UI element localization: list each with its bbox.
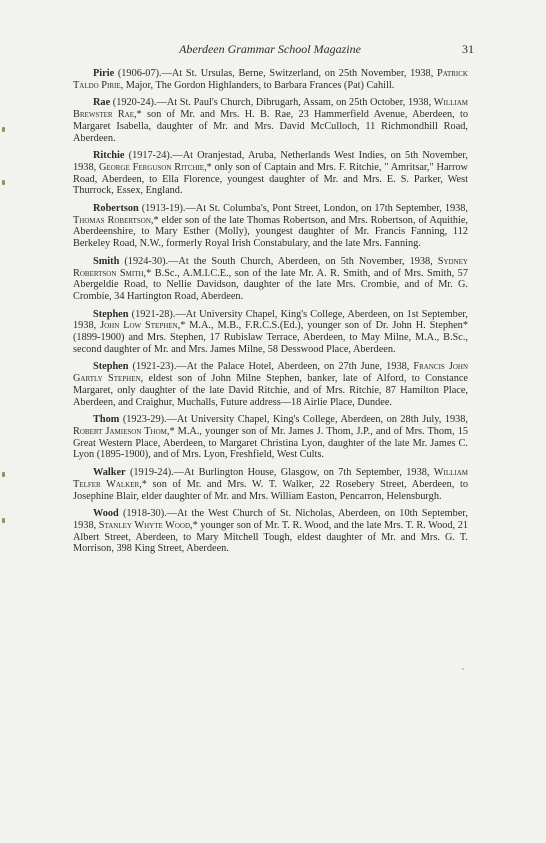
entry-text: (1924-30).—At the South Church, Aberdeen, on 5th November, 1938, — [119, 255, 438, 267]
entry-surname: Smith — [93, 255, 120, 267]
entry-text: (1917-24).—At Oranjestad, Aruba, Netherlands West Indies, on 5th November, 1938, — [73, 150, 468, 173]
entry-surname: Thom — [93, 414, 120, 426]
announcement-entry — [73, 361, 468, 408]
entry-text: ,* M.A., younger son of Mr. James J. Thom, J.P., and of Mrs. Thom, 15 Great Western Place, Aberdeen, to Margaret Christina Lyon, daughter of the late Mr. James C. Lyon (1895-1900), and of Mrs. Lyon, Freshfield, West Cults. — [73, 425, 468, 461]
marriage-announcements — [73, 68, 468, 561]
entry-text: ,* son of Mr. and Mrs. W. T. Walker, 22 Rosebery Street, Aberdeen, to Josephine Blair, elder daughter of Mr. and Mrs. William Easton, Pencarron, Helensburgh. — [73, 478, 469, 502]
margin-mark — [2, 127, 5, 132]
entry-surname: Rae — [93, 97, 111, 109]
announcement-entry — [73, 97, 468, 144]
announcement-entry — [73, 414, 468, 461]
entry-full-name: Patrick Taldo Pirie — [73, 68, 468, 91]
entry-text: ,* B.Sc., A.M.I.C.E., son of the late Mr. A. R. Smith, and of Mrs. Smith, 57 Abergeldie Road, to Nellie Davidson, daughter of the late Mrs. Crombie, and of Mr. G. Crombie, 34 Hartington Road, Aberdeen. — [73, 267, 468, 302]
margin-mark — [2, 472, 5, 477]
entry-full-name: Sydney Robertson Smith — [73, 255, 468, 279]
entry-surname: Robertson — [93, 203, 139, 215]
entry-full-name: Thomas Robertson — [73, 214, 151, 226]
entry-text: ,* elder son of the late Thomas Robertson, and Mrs. Robertson, of Aquithie, Aberdeenshire, to Mary Esther (Molly), youngest daughter of Mr. Francis Fanning, 112 Berkeley Road, N.W., formerly Royal Irish Constabulary, and the late Mrs. Fanning. — [73, 214, 468, 250]
announcement-entry — [73, 68, 468, 91]
entry-text: ,* only son of Captain and Mrs. F. Ritchie, " Amritsar," Harrow Road, Aberdeen, to Ella Florence, youngest daughter of Mr. and Mrs. E. S. Parker, West Thurrock, Essex, England. — [73, 161, 468, 197]
entry-surname: Stephen — [93, 361, 129, 373]
entry-full-name: John Low Stephen — [100, 320, 178, 332]
announcement-entry — [73, 467, 468, 502]
announcement-entry — [73, 150, 468, 197]
announcement-entry — [73, 256, 468, 303]
entry-text: , Major, The Gordon Highlanders, to Barbara Frances (Pat) Cahill. — [120, 79, 395, 91]
entry-text: (1918-30).—At the West Church of St. Nicholas, Aberdeen, on 10th September, 1938, — [73, 508, 468, 531]
entry-text: , eldest son of John Milne Stephen, banker, late of Alford, to Constance Margaret, only daughter of the late David Ritchie, and of Mrs. Ritchie, 87 Hamilton Place, Aberdeen, and Craighur, Muchalls, Future address—18 Airlie Place, Dundee. — [73, 373, 468, 408]
entry-text: (1913-19).—At St. Columba's, Pont Street, London, on 17th September, 1938, — [138, 203, 468, 215]
margin-mark — [2, 518, 5, 523]
entry-text: ,* younger son of Mr. T. R. Wood, and the late Mrs. T. R. Wood, 21 Albert Street, Aberdeen, to Mary Mitchell Tough, eldest daughter of Mr. and Mrs. G. T. Morrison, 398 King Street, Aberdeen. — [73, 519, 468, 555]
magazine-title: Aberdeen Grammar School Magazine — [179, 42, 361, 56]
page-speck — [462, 668, 464, 670]
entry-surname: Walker — [93, 467, 126, 479]
entry-full-name: George Ferguson Ritchie — [99, 161, 205, 173]
announcement-entry — [73, 508, 468, 555]
page-number: 31 — [462, 42, 474, 56]
entry-text: (1919-24).—At Burlington House, Glasgow, on 7th September, 1938, — [125, 467, 434, 479]
entry-text: (1906-07).—At St. Ursulas, Berne, Switzerland, on 25th November, 1938, — [114, 68, 437, 79]
announcement-entry — [73, 309, 468, 356]
entry-surname: Stephen — [93, 308, 129, 320]
entry-full-name: Stanley Whyte Wood — [98, 519, 191, 531]
entry-surname: Ritchie — [93, 150, 125, 162]
entry-full-name: Robert Jamieson Thom — [73, 425, 167, 437]
entry-full-name: William Brewster Rae — [73, 97, 468, 121]
entry-text: (1923-29).—At University Chapel, King's College, Aberdeen, on 28th July, 1938, — [119, 414, 468, 426]
entry-surname: Pirie — [93, 68, 115, 79]
margin-mark — [2, 180, 5, 185]
entry-full-name: Francis John Gartly Stephen — [73, 361, 469, 385]
entry-surname: Wood — [93, 508, 119, 520]
entry-full-name: William Telfer Walker — [73, 467, 468, 490]
entry-text: ,* son of Mr. and Mrs. H. B. Rae, 23 Hammerfield Avenue, Aberdeen, to Margaret Isabella, daughter of Mr. and Mrs. David McCulloch, 11 Richmondhill Road, Aberdeen. — [73, 109, 468, 144]
entry-text: (1920-24).—At St. Paul's Church, Dibrugarh, Assam, on 25th October, 1938, — [110, 97, 434, 109]
announcement-entry — [73, 203, 468, 250]
entry-text: ,* M.A., M.B., F.R.C.S.(Ed.), younger son of Dr. John H. Stephen* (1899-1900) and Mrs. Stephen, 17 Rubislaw Terrace, Aberdeen, to May Milne, M.A., B.Sc., second daughter of Mr. and Mrs. James Milne, 58 Desswood Place, Aberdeen. — [73, 320, 468, 355]
entry-text: (1921-28).—At University Chapel, King's College, Aberdeen, on 1st September, 1938, — [73, 308, 468, 332]
entry-text: (1921-23).—At the Palace Hotel, Aberdeen, on 27th June, 1938, — [128, 361, 414, 373]
